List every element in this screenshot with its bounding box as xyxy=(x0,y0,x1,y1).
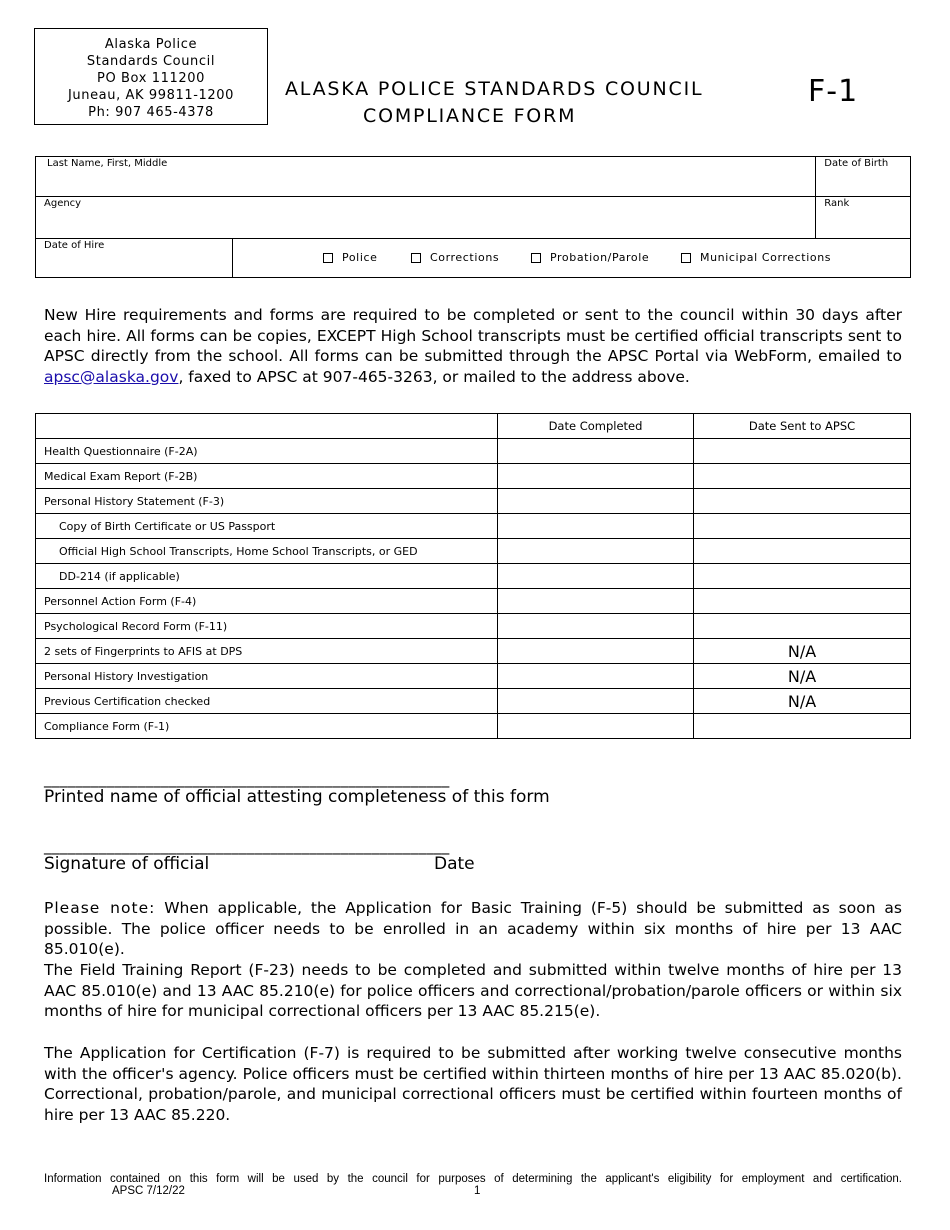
form-title-line2: COMPLIANCE FORM xyxy=(363,105,577,127)
date-completed-cell[interactable] xyxy=(498,514,694,539)
police-checkbox[interactable] xyxy=(323,253,333,263)
requirement-name: DD-214 (if applicable) xyxy=(36,564,498,589)
date-completed-cell[interactable] xyxy=(498,439,694,464)
rank-field[interactable] xyxy=(816,197,911,239)
agency-field[interactable] xyxy=(36,197,816,239)
revision-date: APSC 7/12/22 xyxy=(112,1185,185,1197)
requirement-name: Personal History Statement (F-3) xyxy=(36,489,498,514)
intro-paragraph xyxy=(44,305,902,387)
date-sent-cell: N/A xyxy=(694,639,911,664)
table-row xyxy=(36,489,911,514)
council-address-box xyxy=(34,28,268,125)
intro-text-end: , faxed to APSC at 907-465-3263, or mailed to the address above. xyxy=(178,367,690,386)
police-option-label: Police xyxy=(342,251,378,264)
date-completed-cell[interactable] xyxy=(498,489,694,514)
date-sent-cell: N/A xyxy=(694,664,911,689)
date-completed-cell[interactable] xyxy=(498,689,694,714)
date-completed-cell[interactable] xyxy=(498,639,694,664)
date-sent-cell: N/A xyxy=(694,689,911,714)
email-link[interactable]: apsc@alaska.gov xyxy=(44,367,179,386)
address-line: Juneau, AK 99811-1200 xyxy=(67,88,235,103)
note-lead: Please note: xyxy=(44,899,156,917)
intro-text: New Hire requirements and forms are required to be completed or sent to the council within 30 days after each hire. All forms can be copies, EXCEPT High School transcripts must be certified official transcripts sent to APSC directly from the school. All forms can be submitted through the APSC Portal via WebForm, emailed to xyxy=(44,306,902,365)
table-row xyxy=(36,564,911,589)
printed-name-label: Printed name of official attesting completeness of this form xyxy=(44,787,550,807)
note-text: When applicable, the Application for Basic Training (F-5) should be submitted as soon as possible. The police officer needs to be enrolled in an academy within six months of hire per 13 AAC 85.010(e). xyxy=(44,899,902,958)
table-row xyxy=(36,539,911,564)
requirement-name: Copy of Birth Certificate or US Passport xyxy=(36,514,498,539)
hire-date-label: Date of Hire xyxy=(44,240,105,251)
date-sent-header: Date Sent to APSC xyxy=(694,414,911,439)
requirement-name: Personnel Action Form (F-4) xyxy=(36,589,498,614)
date-sent-cell[interactable] xyxy=(694,464,911,489)
date-completed-cell[interactable] xyxy=(498,614,694,639)
date-sent-cell[interactable] xyxy=(694,439,911,464)
table-row xyxy=(36,714,911,739)
date-sent-cell[interactable] xyxy=(694,714,911,739)
date-sent-cell[interactable] xyxy=(694,589,911,614)
corrections-checkbox[interactable] xyxy=(411,253,421,263)
table-row xyxy=(36,689,911,714)
page-number: 1 xyxy=(474,1185,481,1197)
address-line: PO Box 111200 xyxy=(97,71,205,86)
table-row xyxy=(36,464,911,489)
name-label: Last Name, First, Middle xyxy=(47,158,168,169)
printed-name-line[interactable]: ____________________________________________________ xyxy=(44,770,450,788)
date-completed-cell[interactable] xyxy=(498,464,694,489)
table-row xyxy=(36,514,911,539)
table-row xyxy=(36,614,911,639)
requirement-name: Medical Exam Report (F-2B) xyxy=(36,464,498,489)
date-sent-cell[interactable] xyxy=(694,614,911,639)
date-completed-cell[interactable] xyxy=(498,714,694,739)
footer-disclaimer: Information contained on this form will be used by the council for purposes of determining the applicant's eligibility for employment and certification. xyxy=(44,1173,902,1185)
name-field[interactable] xyxy=(36,157,816,197)
address-line: Standards Council xyxy=(86,54,216,69)
requirement-name: Previous Certification checked xyxy=(36,689,498,714)
date-completed-cell[interactable] xyxy=(498,539,694,564)
header-blank xyxy=(36,414,498,439)
basic-training-note xyxy=(44,898,902,960)
municipal-corrections-checkbox[interactable] xyxy=(681,253,691,263)
date-sent-cell[interactable] xyxy=(694,564,911,589)
probation-parole-option-label: Probation/Parole xyxy=(550,251,650,264)
probation-parole-checkbox[interactable] xyxy=(531,253,541,263)
signature-line[interactable]: ____________________________________________________ xyxy=(44,837,450,855)
requirement-name: Psychological Record Form (F-11) xyxy=(36,614,498,639)
requirement-name: Health Questionnaire (F-2A) xyxy=(36,439,498,464)
rank-label: Rank xyxy=(824,198,850,209)
field-training-note: The Field Training Report (F-23) needs to be completed and submitted within twelve months of hire per 13 AAC 85.010(e) and 13 AAC 85.210(e) for police officers and correctional/probation/parole officers or within six months of hire for municipal correctional officers per 13 AAC 85.215(e). xyxy=(44,961,902,1020)
date-completed-cell[interactable] xyxy=(498,589,694,614)
date-completed-cell[interactable] xyxy=(498,564,694,589)
signature-label: Signature of official xyxy=(44,854,210,874)
date-completed-cell[interactable] xyxy=(498,664,694,689)
table-row xyxy=(36,589,911,614)
table-row xyxy=(36,439,911,464)
form-number: F-1 xyxy=(808,74,859,109)
agency-label: Agency xyxy=(44,198,82,209)
requirement-name: Personal History Investigation xyxy=(36,664,498,689)
requirement-name: 2 sets of Fingerprints to AFIS at DPS xyxy=(36,639,498,664)
date-sent-cell[interactable] xyxy=(694,489,911,514)
hire-date-field[interactable] xyxy=(36,239,233,278)
requirements-table xyxy=(35,413,911,739)
date-sent-cell[interactable] xyxy=(694,514,911,539)
requirement-name: Compliance Form (F-1) xyxy=(36,714,498,739)
applicant-info-table xyxy=(35,156,911,278)
dob-label: Date of Birth xyxy=(824,158,889,169)
form-title-line1: ALASKA POLICE STANDARDS COUNCIL xyxy=(285,78,704,100)
officer-type-options xyxy=(233,239,911,278)
signature-date-label: Date xyxy=(434,854,475,874)
corrections-option-label: Corrections xyxy=(430,251,500,264)
table-row xyxy=(36,664,911,689)
date-sent-cell[interactable] xyxy=(694,539,911,564)
table-row xyxy=(36,639,911,664)
footer xyxy=(44,1173,902,1197)
date-completed-header: Date Completed xyxy=(498,414,694,439)
municipal-corrections-option-label: Municipal Corrections xyxy=(700,251,832,264)
requirement-name: Official High School Transcripts, Home School Transcripts, or GED xyxy=(36,539,498,564)
certification-note: The Application for Certification (F-7) is required to be submitted after working twelve consecutive months with the officer's agency. Police officers must be certified within thirteen months of hire per 13 AAC 85.020(b). Correctional, probation/parole, and municipal correctional officers must be certified within fourteen months of hire per 13 AAC 85.220. xyxy=(44,1044,902,1124)
dob-field[interactable] xyxy=(816,157,911,197)
address-line: Ph: 907 465-4378 xyxy=(88,105,214,120)
address-line: Alaska Police xyxy=(104,37,198,52)
